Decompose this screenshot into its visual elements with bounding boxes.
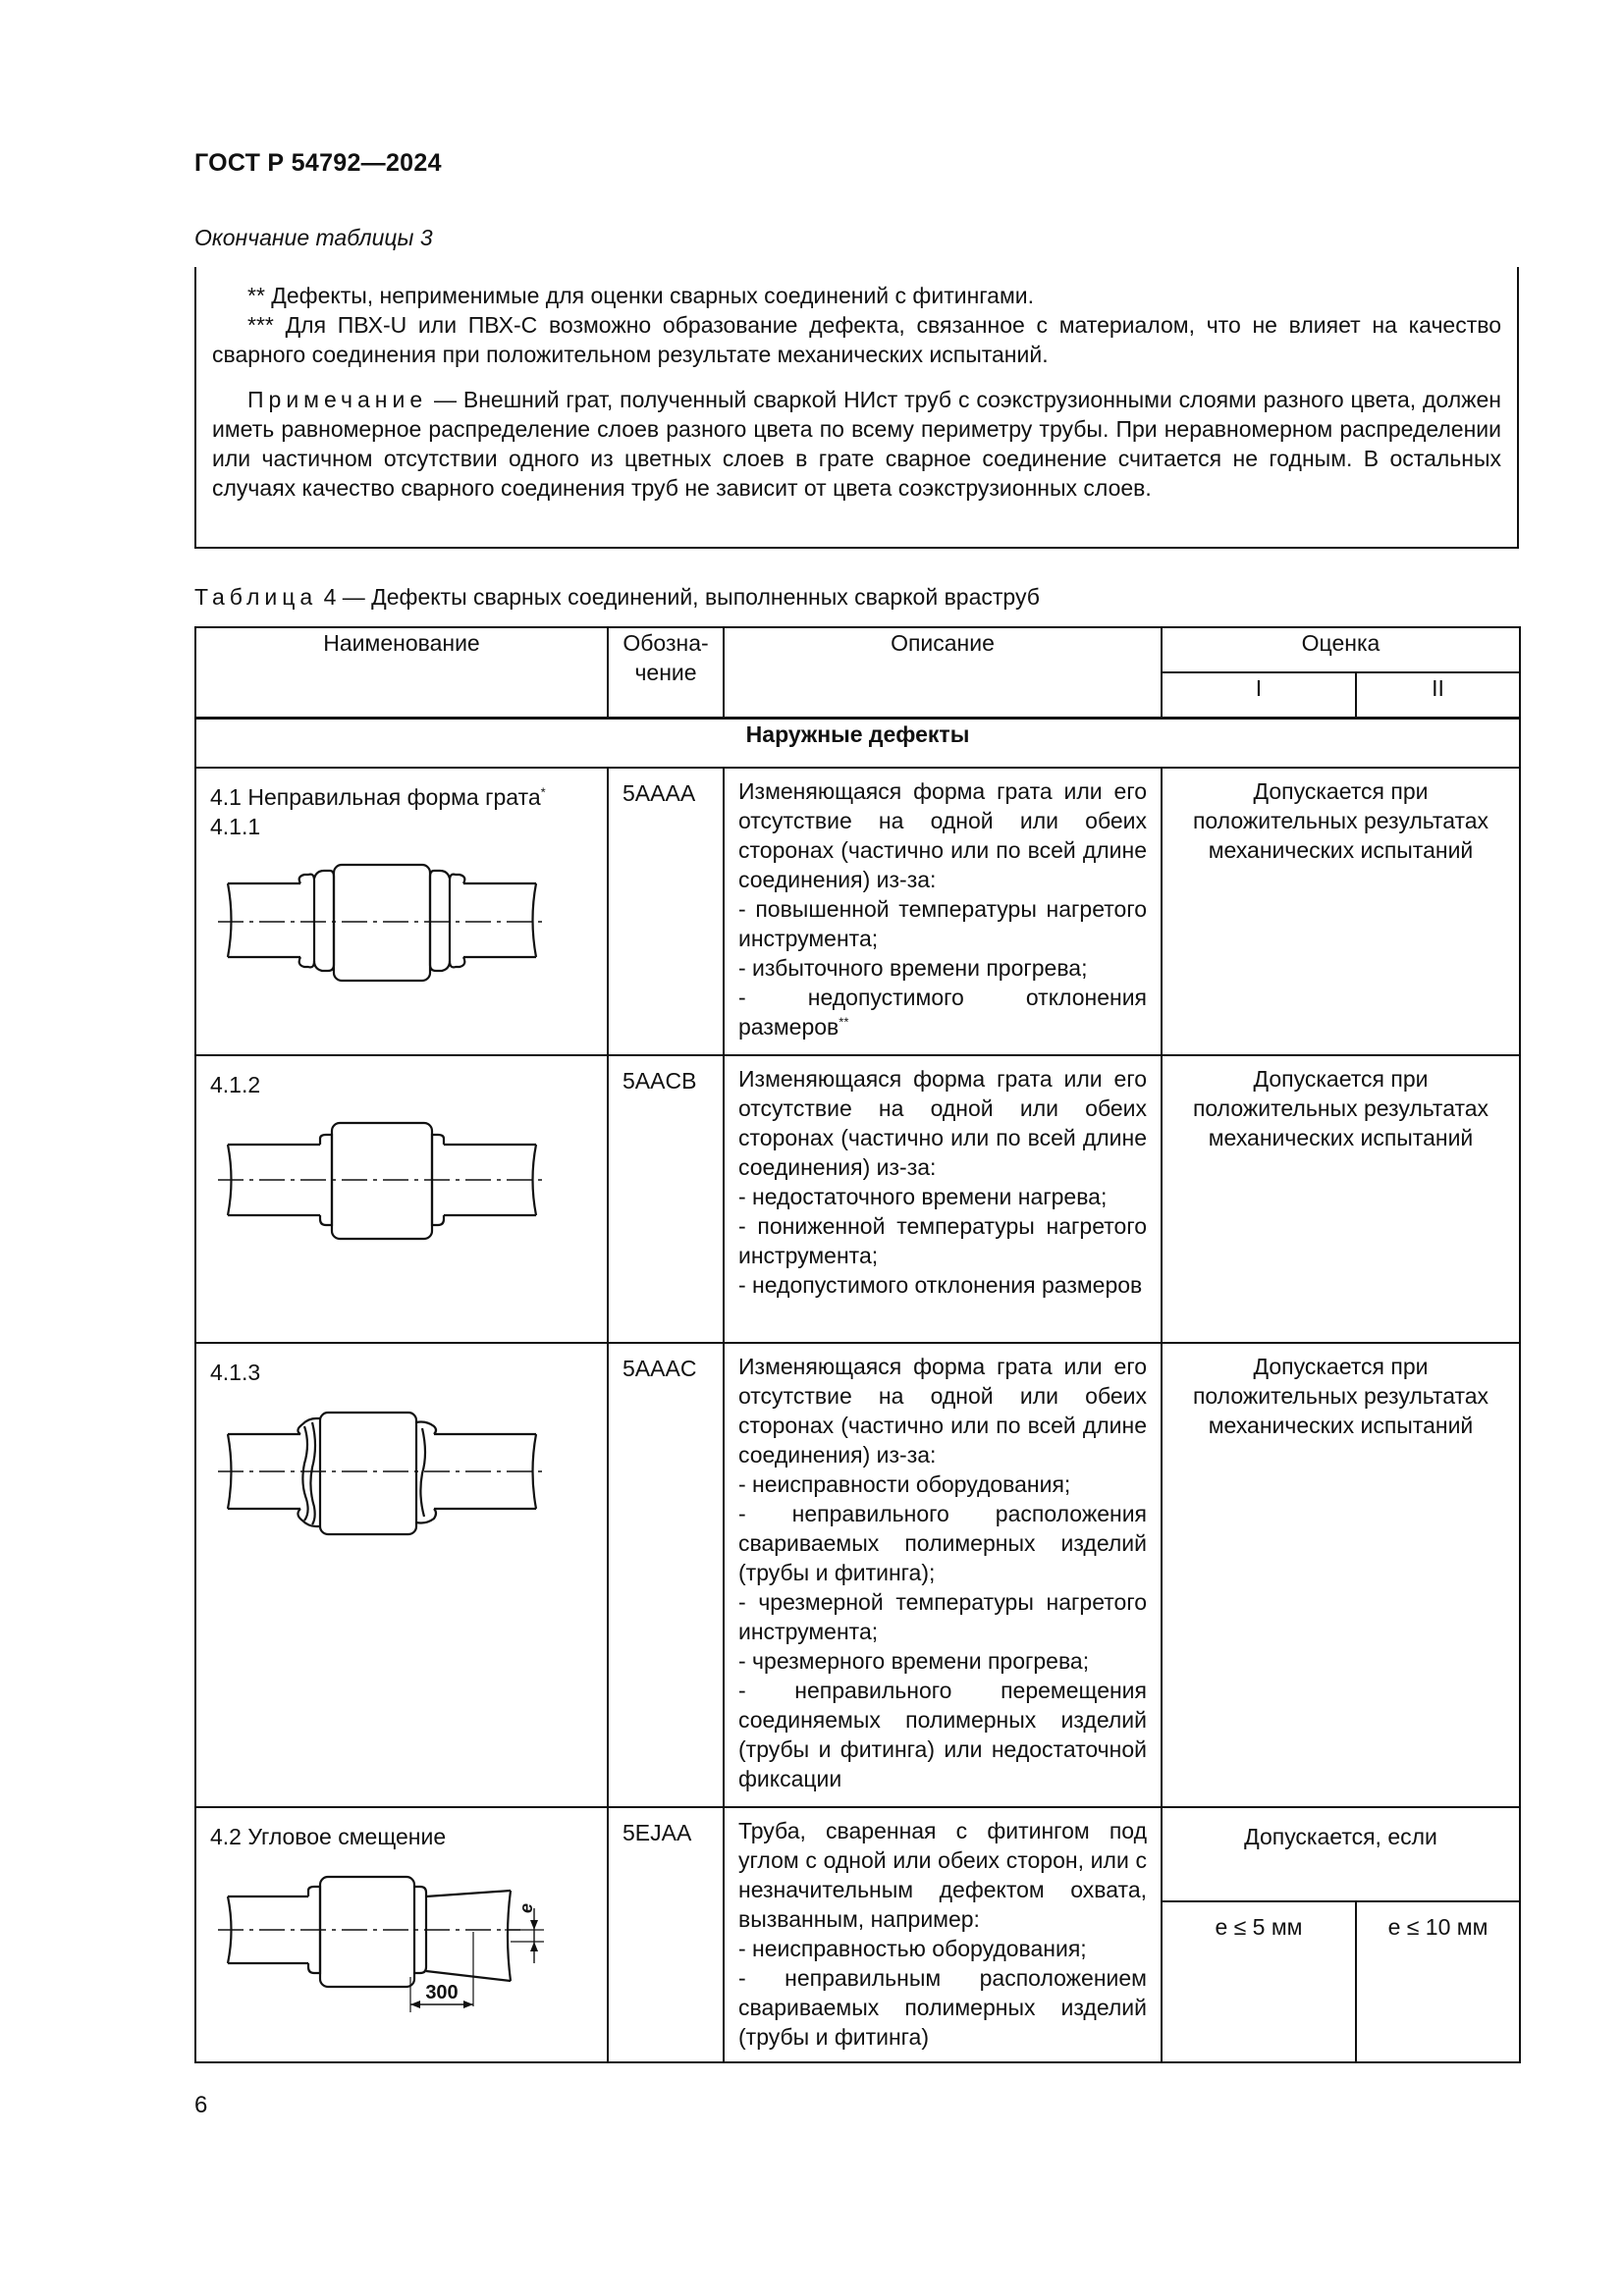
code-cell: 5AAAA (608, 768, 724, 1055)
table-caption-text: 4 — Дефекты сварных соединений, выполненных сваркой враструб (317, 584, 1040, 610)
description-item: - чрезмерного времени прогрева; (738, 1648, 1090, 1674)
table-row (195, 768, 1520, 1055)
table-caption (194, 584, 1040, 611)
description-cell (724, 768, 1162, 1055)
name-cell (195, 1807, 608, 2062)
weld-figure-4-2 (210, 1869, 564, 2016)
name-cell (195, 1055, 608, 1343)
header-eval-I: I (1162, 672, 1356, 718)
evaluation-cell: Допускается при положительных результатах механических испытаний (1162, 768, 1520, 1055)
evaluation-I-cell: e ≤ 5 мм (1162, 1901, 1356, 2062)
description-item: - чрезмерной температуры нагретого инструмента; (738, 1589, 1147, 1644)
table-row (195, 1055, 1520, 1343)
footnote-double-star: ** Дефекты, неприменимые для оценки сварных соединений с фитингами. (247, 283, 1035, 308)
table-3-footnotes (194, 267, 1519, 549)
description-cell (724, 1055, 1162, 1343)
weld-figure-4-1-2 (210, 1117, 554, 1255)
description-main: Изменяющаяся форма грата или его отсутствие на одной или обеих сторонах (частично или по всей длине соединения) из-за: (738, 1066, 1147, 1180)
table-caption-label: Таблица (194, 584, 318, 610)
document-header: ГОСТ Р 54792—2024 (194, 149, 442, 177)
description-item: - недостаточного времени нагрева; (738, 1184, 1108, 1209)
description-item: - неисправностью оборудования; (738, 1936, 1087, 1961)
description-item: - недопустимого отклонения размеров** (738, 985, 1147, 1040)
code-cell: 5AACB (608, 1055, 724, 1343)
description-cell (724, 1807, 1162, 2062)
defects-table (194, 626, 1521, 2063)
footnote-triple-star: *** Для ПВХ-U или ПВХ-С возможно образование дефекта, связанное с материалом, что не влияет на качество сварного соединения при положительном результате механических испытаний. (212, 312, 1501, 367)
evaluation-cell: Допускается при положительных результатах механических испытаний (1162, 1343, 1520, 1807)
defect-subnumber: 4.1.3 (210, 1360, 261, 1385)
dimension-300-label: 300 (425, 1982, 459, 2003)
description-main: Изменяющаяся форма грата или его отсутствие на одной или обеих сторонах (частично или по всей длине соединения) из-за: (738, 778, 1147, 892)
description-item: - недопустимого отклонения размеров (738, 1272, 1143, 1298)
table-continuation-label: Окончание таблицы 3 (194, 225, 433, 250)
header-evaluation: Оценка (1162, 627, 1520, 672)
section-row (195, 718, 1520, 768)
header-code: Обозна-чение (608, 627, 724, 718)
table-row (195, 1343, 1520, 1807)
table-row (195, 1807, 1520, 1901)
code-cell: 5AAAC (608, 1343, 724, 1807)
weld-figure-4-1-1 (210, 859, 554, 996)
dimension-e-label: e (516, 1902, 536, 1914)
name-cell (195, 1343, 608, 1807)
note-paragraph (196, 385, 1517, 503)
section-title: Наружные дефекты (195, 718, 1520, 768)
header-description: Описание (724, 627, 1162, 718)
description-item: - неправильным расположением свариваемых полимерных изделий (трубы и фитинга) (738, 1965, 1147, 2050)
page-number: 6 (194, 2092, 208, 2118)
description-main: Изменяющаяся форма грата или его отсутствие на одной или обеих сторонах (частично или по всей длине соединения) из-за: (738, 1354, 1147, 1468)
defect-subnumber: 4.1.2 (210, 1072, 261, 1097)
name-cell (195, 768, 608, 1055)
weld-figure-4-1-3 (210, 1405, 554, 1552)
description-item: - неправильного расположения свариваемых полимерных изделий (трубы и фитинга); (738, 1501, 1147, 1585)
header-eval-II: II (1356, 672, 1520, 718)
description-item: - повышенной температуры нагретого инструмента; (738, 896, 1147, 951)
evaluation-II-cell: e ≤ 10 мм (1356, 1901, 1520, 2062)
defect-name: 4.1 Неправильная форма грата* (210, 784, 546, 810)
description-item: - неправильного перемещения соединяемых полимерных изделий (трубы и фитинга) или недостаточной фиксации (738, 1678, 1147, 1791)
evaluation-cell: Допускается при положительных результатах механических испытаний (1162, 1055, 1520, 1343)
defect-name: 4.2 Угловое смещение (210, 1824, 447, 1849)
description-main: Труба, сваренная с фитингом под углом с одной или обеих сторон, или с незначительным дефектом охвата, вызванным, например: (738, 1818, 1147, 1932)
table-header-row (195, 627, 1520, 672)
note-text: — Внешний грат, полученный сваркой НИст труб с соэкструзионными слоями разного цвета, должен иметь равномерное распределение слоев разного цвета по всему периметру трубы. При неравномерном распределении или частичном отсутствии одного из цветных слоев в грате сварное соединение считается не годным. В остальных случаях качество сварного соединения труб не зависит от цвета соэкструзионных слоев. (212, 387, 1501, 501)
description-item: - пониженной температуры нагретого инструмента; (738, 1213, 1147, 1268)
description-item: - неисправности оборудования; (738, 1471, 1071, 1497)
code-cell: 5EJAA (608, 1807, 724, 2062)
description-item: - избыточного времени прогрева; (738, 955, 1088, 981)
header-name: Наименование (195, 627, 608, 718)
note-label: Примечание (247, 387, 428, 412)
defect-subnumber: 4.1.1 (210, 814, 261, 839)
description-cell (724, 1343, 1162, 1807)
evaluation-cell: Допускается, если (1162, 1807, 1520, 1901)
